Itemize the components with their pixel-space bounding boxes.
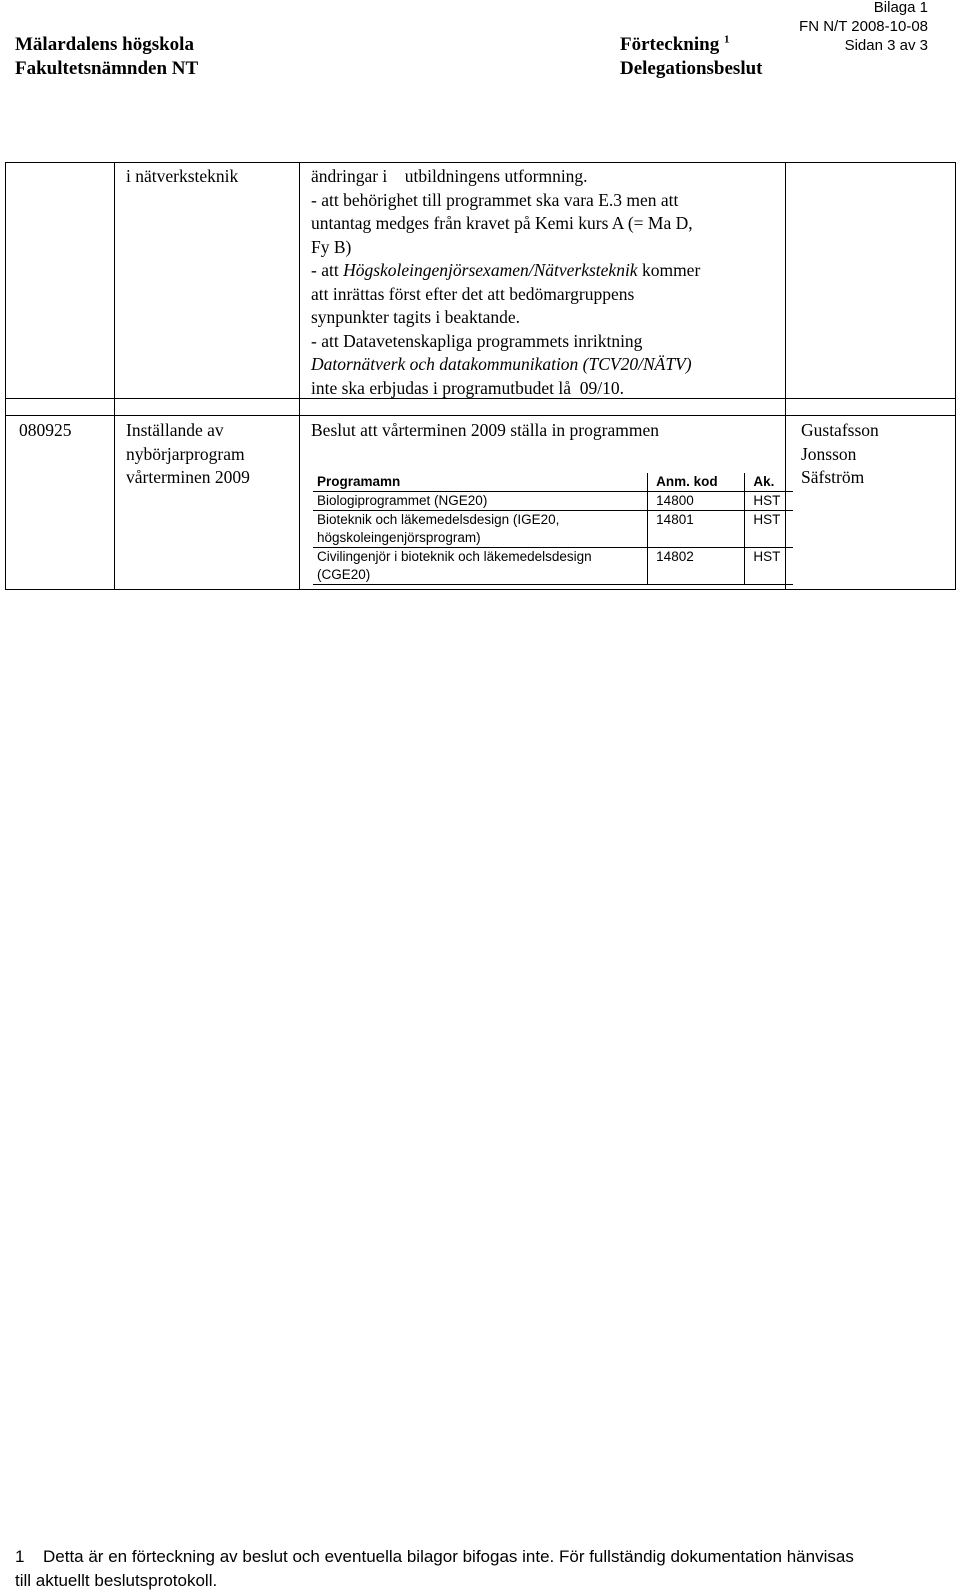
programs-table xyxy=(313,473,793,585)
decision-line: inte ska erbjudas i programutbudet lå 09/10. xyxy=(311,377,624,398)
programs-table-header xyxy=(313,473,793,492)
matter-cell: Inställande av nybörjarprogram vårterminen 2009 xyxy=(126,420,250,487)
decision-line: - att Högskoleingenjörsexamen/Nätverksteknik kommer xyxy=(311,260,701,280)
decision-cell xyxy=(311,165,781,400)
program-name: Bioteknik och läkemedelsdesign (IGE20, högskoleingenjörsprogram) xyxy=(313,511,648,548)
header-ak: Ak. xyxy=(745,473,793,492)
decision-line: Datornätverk och datakommunikation (TCV20/NÄTV) xyxy=(311,354,692,374)
footnote xyxy=(15,1545,950,1592)
document-subtitle: Delegationsbeslut xyxy=(620,58,763,79)
program-code: 14801 xyxy=(648,511,745,548)
program-code: 14802 xyxy=(648,548,745,585)
decided-by-cell xyxy=(801,419,879,490)
program-name: Biologiprogrammet (NGE20) xyxy=(313,492,648,511)
program-name: Civilingenjör i bioteknik och läkemedelsdesign (CGE20) xyxy=(313,548,648,585)
organization-name: Mälardalens högskola xyxy=(15,34,194,55)
footnote-text: till aktuellt beslutsprotokoll. xyxy=(15,1570,218,1590)
decision-line: untantag medges från kravet på Kemi kurs A (= Ma D, xyxy=(311,213,693,233)
decision-line: Fy B) xyxy=(311,236,352,257)
document-title: Förteckning xyxy=(620,34,720,55)
program-ak: HST xyxy=(745,511,793,548)
table-border-right xyxy=(955,162,956,590)
table-border-left xyxy=(5,162,6,590)
table-border-bottom xyxy=(5,589,956,590)
date-cell: 080925 xyxy=(19,420,72,440)
reference-number: FN N/T 2008-10-08 xyxy=(799,18,928,35)
page-number: Sidan 3 av 3 xyxy=(844,37,928,54)
footnote-ref: 1 xyxy=(723,33,730,46)
table-row xyxy=(313,492,793,511)
table-row xyxy=(313,511,793,548)
footnote-number: 1 xyxy=(15,1547,25,1566)
row-divider xyxy=(5,415,956,416)
column-divider xyxy=(114,162,115,590)
decision-line: - att Datavetenskapliga programmets inriktning xyxy=(311,330,643,351)
faculty-name: Fakultetsnämnden NT xyxy=(15,58,199,79)
decision-maker: Säfström xyxy=(801,467,865,487)
footnote-text: Detta är en förteckning av beslut och eventuella bilagor bifogas inte. För fullständig dokumentation hänvisas xyxy=(43,1547,854,1566)
decision-line: - att behörighet till programmet ska vara E.3 men att xyxy=(311,189,679,210)
decision-line: synpunkter tagits i beaktande. xyxy=(311,307,520,327)
decision-cell xyxy=(311,419,659,443)
matter-cell: i nätverksteknik xyxy=(126,166,239,186)
table-border-top xyxy=(5,162,956,163)
decision-text: Beslut att vårterminen 2009 ställa in programmen xyxy=(311,420,659,440)
organization-block xyxy=(15,33,198,81)
program-ak: HST xyxy=(745,548,793,585)
column-divider xyxy=(299,162,300,590)
decision-maker: Gustafsson xyxy=(801,420,879,440)
program-ak: HST xyxy=(745,492,793,511)
program-code: 14800 xyxy=(648,492,745,511)
table-row xyxy=(313,548,793,585)
header-code: Anm. kod xyxy=(648,473,745,492)
appendix-label: Bilaga 1 xyxy=(873,0,928,16)
decision-line: att inrättas först efter det att bedömargruppens xyxy=(311,283,635,304)
decision-line: ändringar i utbildningens utformning. xyxy=(311,166,588,186)
header-program-name: Programamn xyxy=(313,473,648,492)
decision-maker: Jonsson xyxy=(801,443,857,464)
document-meta xyxy=(799,0,928,55)
document-title-block xyxy=(620,33,763,81)
